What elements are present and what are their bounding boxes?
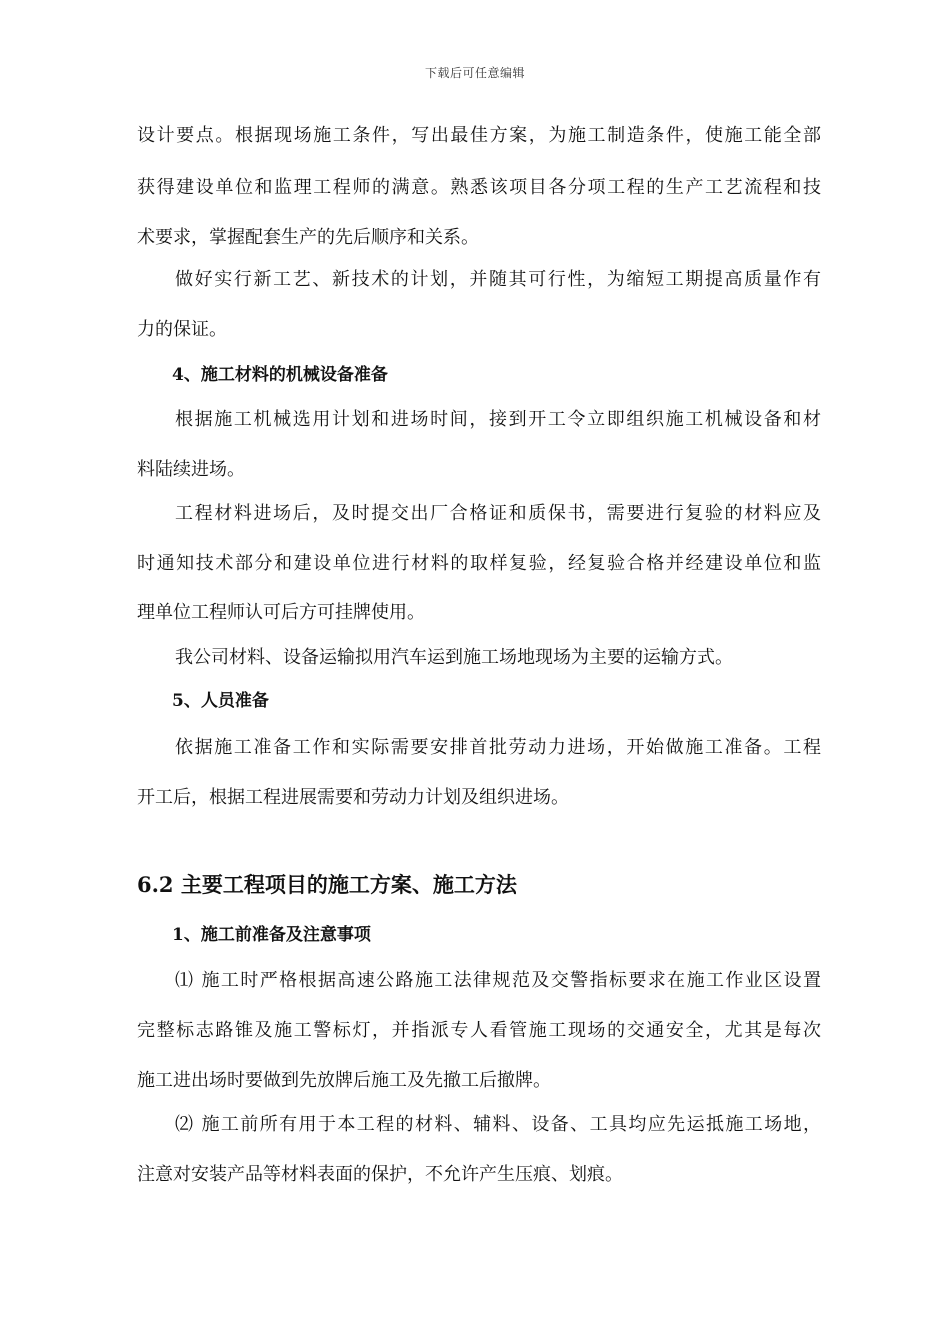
paragraph-line: 施工进出场时要做到先放牌后施工及先撤工后撤牌。: [137, 1070, 551, 1091]
paragraph-line: 力的保证。: [137, 319, 227, 340]
paragraph-line: 工程材料进场后，及时提交出厂合格证和质保书，需要进行复验的材料应及: [175, 503, 821, 524]
subheading: 5、人员准备: [172, 691, 269, 711]
page-header: 下载后可任意编辑: [424, 66, 525, 80]
section-title: 6.2 主要工程项目的施工方案、施工方法: [137, 872, 517, 897]
paragraph-line: 理单位工程师认可后方可挂牌使用。: [137, 602, 425, 623]
paragraph-line: 注意对安装产品等材料表面的保护，不允许产生压痕、划痕。: [137, 1164, 623, 1185]
paragraph-line: 设计要点。根据现场施工条件，写出最佳方案，为施工制造条件，使施工能全部: [137, 125, 821, 146]
paragraph-line: ⑵ 施工前所有用于本工程的材料、辅料、设备、工具均应先运抵施工场地，: [175, 1114, 821, 1135]
paragraph-line: 获得建设单位和监理工程师的满意。熟悉该项目各分项工程的生产工艺流程和技: [137, 177, 821, 198]
paragraph-line: 依据施工准备工作和实际需要安排首批劳动力进场，开始做施工准备。工程: [175, 737, 821, 758]
paragraph-line: 我公司材料、设备运输拟用汽车运到施工场地现场为主要的运输方式。: [175, 647, 733, 668]
paragraph-line: ⑴ 施工时严格根据高速公路施工法律规范及交警指标要求在施工作业区设置: [175, 970, 821, 991]
paragraph-line: 根据施工机械选用计划和进场时间，接到开工令立即组织施工机械设备和材: [175, 409, 821, 430]
paragraph-line: 时通知技术部分和建设单位进行材料的取样复验，经复验合格并经建设单位和监: [137, 553, 821, 574]
subheading: 4、施工材料的机械设备准备: [172, 365, 388, 385]
paragraph-line: 做好实行新工艺、新技术的计划，并随其可行性，为缩短工期提高质量作有: [175, 269, 821, 290]
paragraph-line: 术要求，掌握配套生产的先后顺序和关系。: [137, 227, 479, 248]
paragraph-line: 料陆续进场。: [137, 459, 245, 480]
paragraph-line: 开工后，根据工程进展需要和劳动力计划及组织进场。: [137, 787, 569, 808]
paragraph-line: 完整标志路锥及施工警标灯，并指派专人看管施工现场的交通安全，尤其是每次: [137, 1020, 821, 1041]
subheading: 1、施工前准备及注意事项: [172, 925, 371, 945]
